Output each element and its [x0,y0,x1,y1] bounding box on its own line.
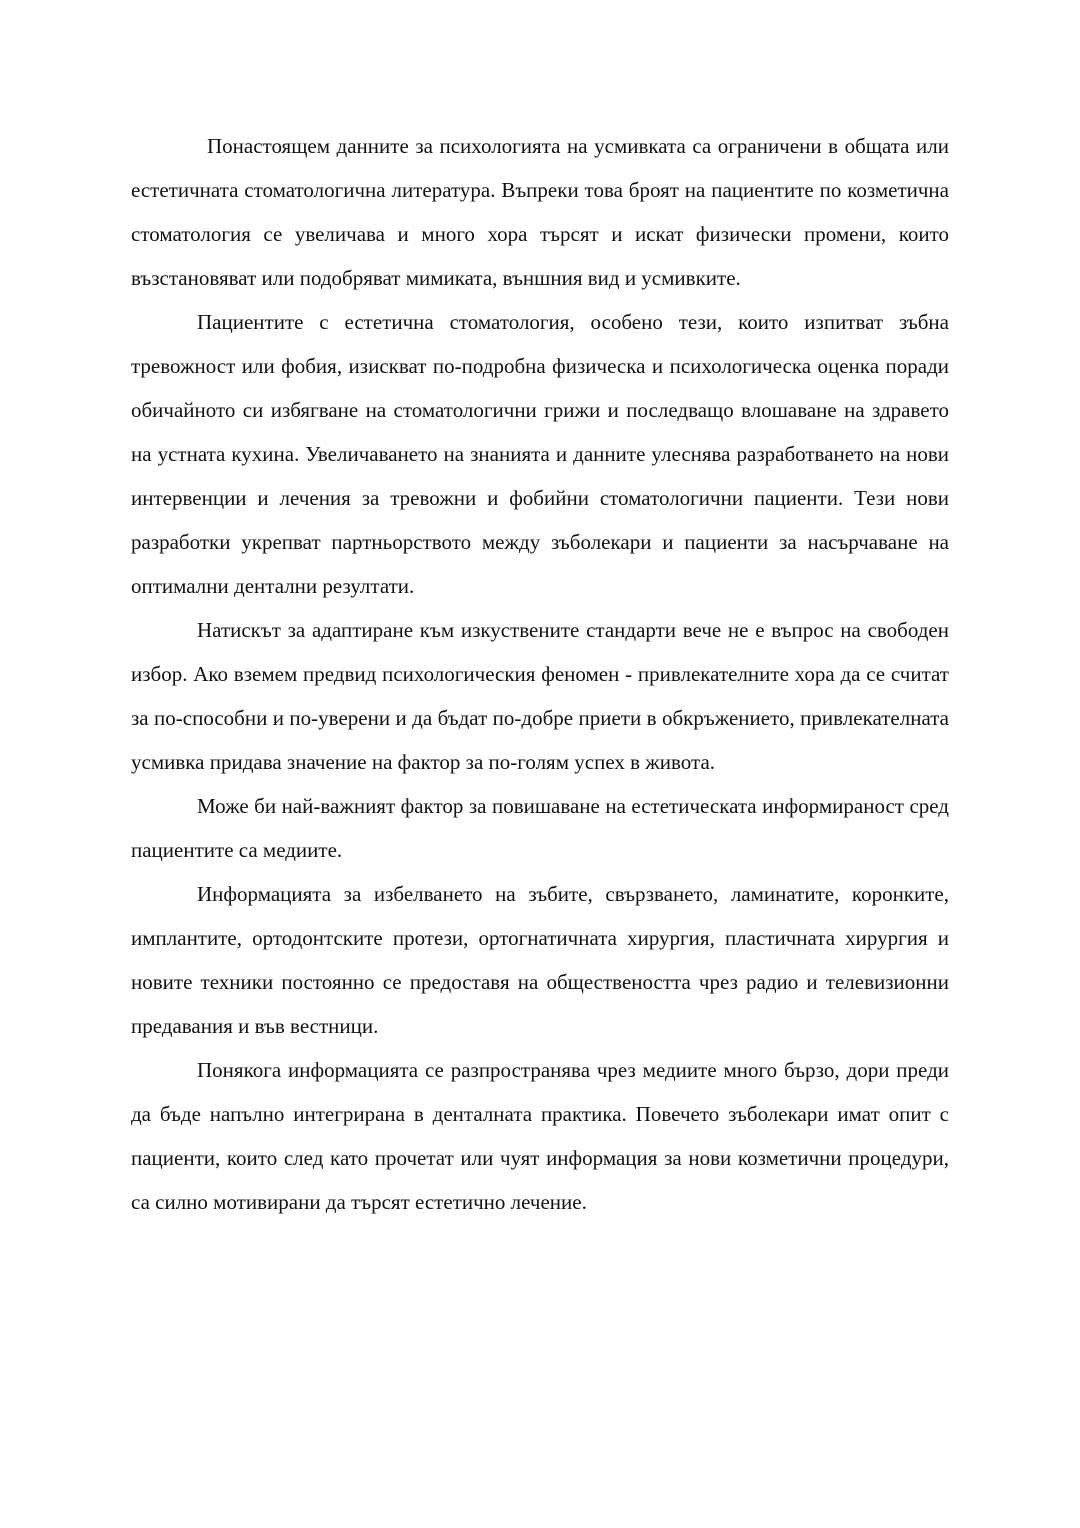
paragraph-1: Понастоящем данните за психологията на усмивката са ограничени в общата или естетичната стоматологична литература. Въпреки това броят на пациентите по козметична стоматология се увеличава и много хора търсят и искат физически промени, които възстановяват или подобряват мимиката, външния вид и усмивките. [131,134,949,290]
paragraph-4: Може би най-важният фактор за повишаване на естетическата информираност сред пациентите са медиите. [131,794,949,862]
document-page [131,124,949,1224]
paragraph-2: Пациентите с естетична стоматология, особено тези, които изпитват зъбна тревожност или фобия, изискват по-подробна физическа и психологическа оценка поради обичайното си избягване на стоматологични грижи и последващо влошаване на здравето на устната кухина. Увеличаването на знанията и данните улеснява разработването на нови интервенции и лечения за тревожни и фобийни стоматологични пациенти. Тези нови разработки укрепват партньорството между зъболекари и пациенти за насърчаване на оптимални дентални резултати. [131,310,949,598]
paragraph-5: Информацията за избелването на зъбите, свързването, ламинатите, коронките, имплантите, ортодонтските протези, ортогнатичната хирургия, пластичната хирургия и новите техники постоянно се предоставя на обществеността чрез радио и телевизионни предавания и във вестници. [131,882,949,1038]
paragraph-6: Понякога информацията се разпространява чрез медиите много бързо, дори преди да бъде напълно интегрирана в денталната практика. Повечето зъболекари имат опит с пациенти, които след като прочетат или чуят информация за нови козметични процедури, са силно мотивирани да търсят естетично лечение. [131,1058,949,1214]
paragraph-3: Натискът за адаптиране към изкуствените стандарти вече не е въпрос на свободен избор. Ако вземем предвид психологическия феномен - привлекателните хора да се считат за по-способни и по-уверени и да бъдат по-добре приети в обкръжението, привлекателната усмивка придава значение на фактор за по-голям успех в живота. [131,618,949,774]
